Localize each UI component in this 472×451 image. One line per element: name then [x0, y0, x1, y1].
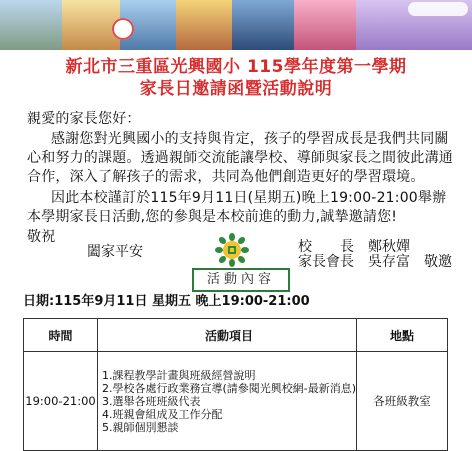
banner-speech-bubble: [408, 2, 468, 16]
letter-paragraph-2: 因此本校謹訂於115年9月11日(星期五)晚上19:00-21:00舉辦本學期家長日活動,您的參與是本校前進的動力,誠摯邀請您!: [27, 190, 447, 225]
schedule-time-cell: 19:00-21:00: [24, 352, 98, 451]
schedule-items-cell: [98, 352, 357, 451]
list-item: 1.課程教學計畫與班級經營說明: [102, 368, 256, 382]
banner-decoration-icon: [112, 18, 134, 40]
letter-paragraph-1: 感謝您對光興國小的支持與肯定，孩子的學習成長是我們共同關心和努力的課題。透過親師交流能讓學校、導師與家長之間彼此溝通合作，深入了解孩子的需求，共同為他們創造更好的學習環境。: [27, 131, 453, 185]
table-row: [24, 352, 448, 451]
banner-photo-students: [62, 0, 120, 50]
banner-photo-school-building: [0, 0, 62, 50]
activity-date-line: 日期:115年9月11日 星期五 晚上19:00-21:00: [23, 294, 310, 309]
column-header-time: 時間: [24, 319, 98, 352]
signature-principal: 校 長 鄭秋嬋: [298, 239, 410, 255]
banner-photo-stage: [232, 0, 294, 50]
list-item: 5.親師個別懇談: [102, 420, 179, 434]
list-item: 2.學校各處行政業務宣導(請參閱光興校網-最新消息): [102, 381, 357, 395]
letter-closing-2: 闔家平安: [87, 244, 143, 260]
activity-heading: 活動內容: [192, 268, 290, 292]
column-header-items: 活動項目: [98, 319, 357, 352]
banner-photo-celebration: [294, 0, 356, 50]
column-header-location: 地點: [357, 319, 448, 352]
schedule-location-cell: 各班級教室: [357, 352, 448, 451]
school-logo-icon: [215, 233, 249, 267]
list-item: 4.班親會組成及工作分配: [102, 407, 223, 421]
table-header-row: [24, 319, 448, 352]
signature-parent-chair: 家長會長 吳存富 敬邀: [298, 254, 452, 270]
schedule-table: [23, 318, 448, 451]
list-item: 3.選舉各班班級代表: [102, 394, 201, 408]
header-banner-photo-collage: [0, 0, 472, 50]
page-subtitle: 家長日邀請函暨活動說明: [139, 79, 333, 99]
letter-closing-1: 敬祝: [27, 229, 56, 245]
page-title: 新北市三重區光興國小 115學年度第一學期: [65, 57, 407, 77]
banner-photo-performance: [176, 0, 232, 50]
letter-salutation: 親愛的家長您好：: [27, 111, 141, 127]
